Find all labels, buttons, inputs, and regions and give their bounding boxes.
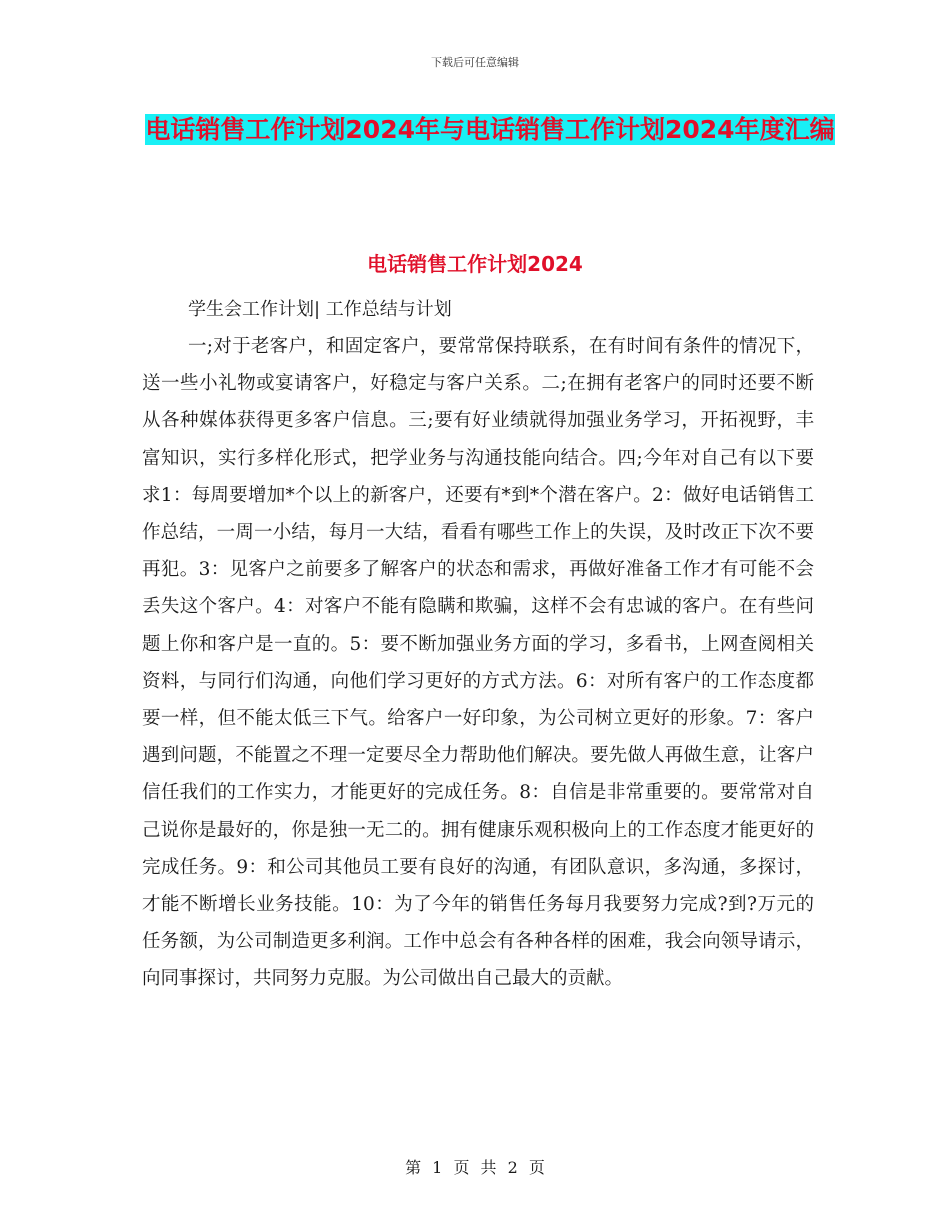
header-note: 下载后可任意编辑 [431,56,519,69]
document-title [140,108,840,151]
subheading: 学生会工作计划| 工作总结与计划 [188,299,452,320]
body-paragraph: 一;对于老客户，和固定客户，要常常保持联系，在有时间有条件的情况下，送一些小礼物或宴请客户，好稳定与客户关系。二;在拥有老客户的同时还要不断从各种媒体获得更多客户信息。三;要有好业绩就得加强业务学习，开拓视野，丰富知识，实行多样化形式，把学业务与沟通技能向结合。四;今年对自己有以下要求1：每周要增加*个以上的新客户，还要有*到*个潜在客户。2：做好电话销售工作总结，一周一小结，每月一大结，看看有哪些工作上的失误，及时改正下次不要再犯。3：见客户之前要多了解客户的状态和需求，再做好准备工作才有可能不会丢失这个客户。4：对客户不能有隐瞒和欺骗，这样不会有忠诚的客户。在有些问题上你和客户是一直的。5：要不断加强业务方面的学习，多看书，上网查阅相关资料，与同行们沟通，向他们学习更好的方式方法。6：对所有客户的工作态度都要一样，但不能太低三下气。给客户一好印象，为公司树立更好的形象。7：客户遇到问题，不能置之不理一定要尽全力帮助他们解决。要先做人再做生意，让客户信任我们的工作实力，才能更好的完成任务。8：自信是非常重要的。要常常对自己说你是最好的，你是独一无二的。拥有健康乐观积极向上的工作态度才能更好的完成任务。9：和公司其他员工要有良好的沟通，有团队意识，多沟通，多探讨，才能不断增长业务技能。10：为了今年的销售任务每月我要努力完成?到?万元的任务额，为公司制造更多利润。工作中总会有各种各样的困难，我会向领导请示，向同事探讨，共同努力克服。为公司做出自己最大的贡献。 [142,336,814,990]
document-title-highlight: 电话销售工作计划2024年与电话销售工作计划2024年度汇编 [145,115,835,144]
section-title: 电话销售工作计划2024 [367,252,583,276]
page-footer: 第 1 页 共 2 页 [405,1158,545,1177]
